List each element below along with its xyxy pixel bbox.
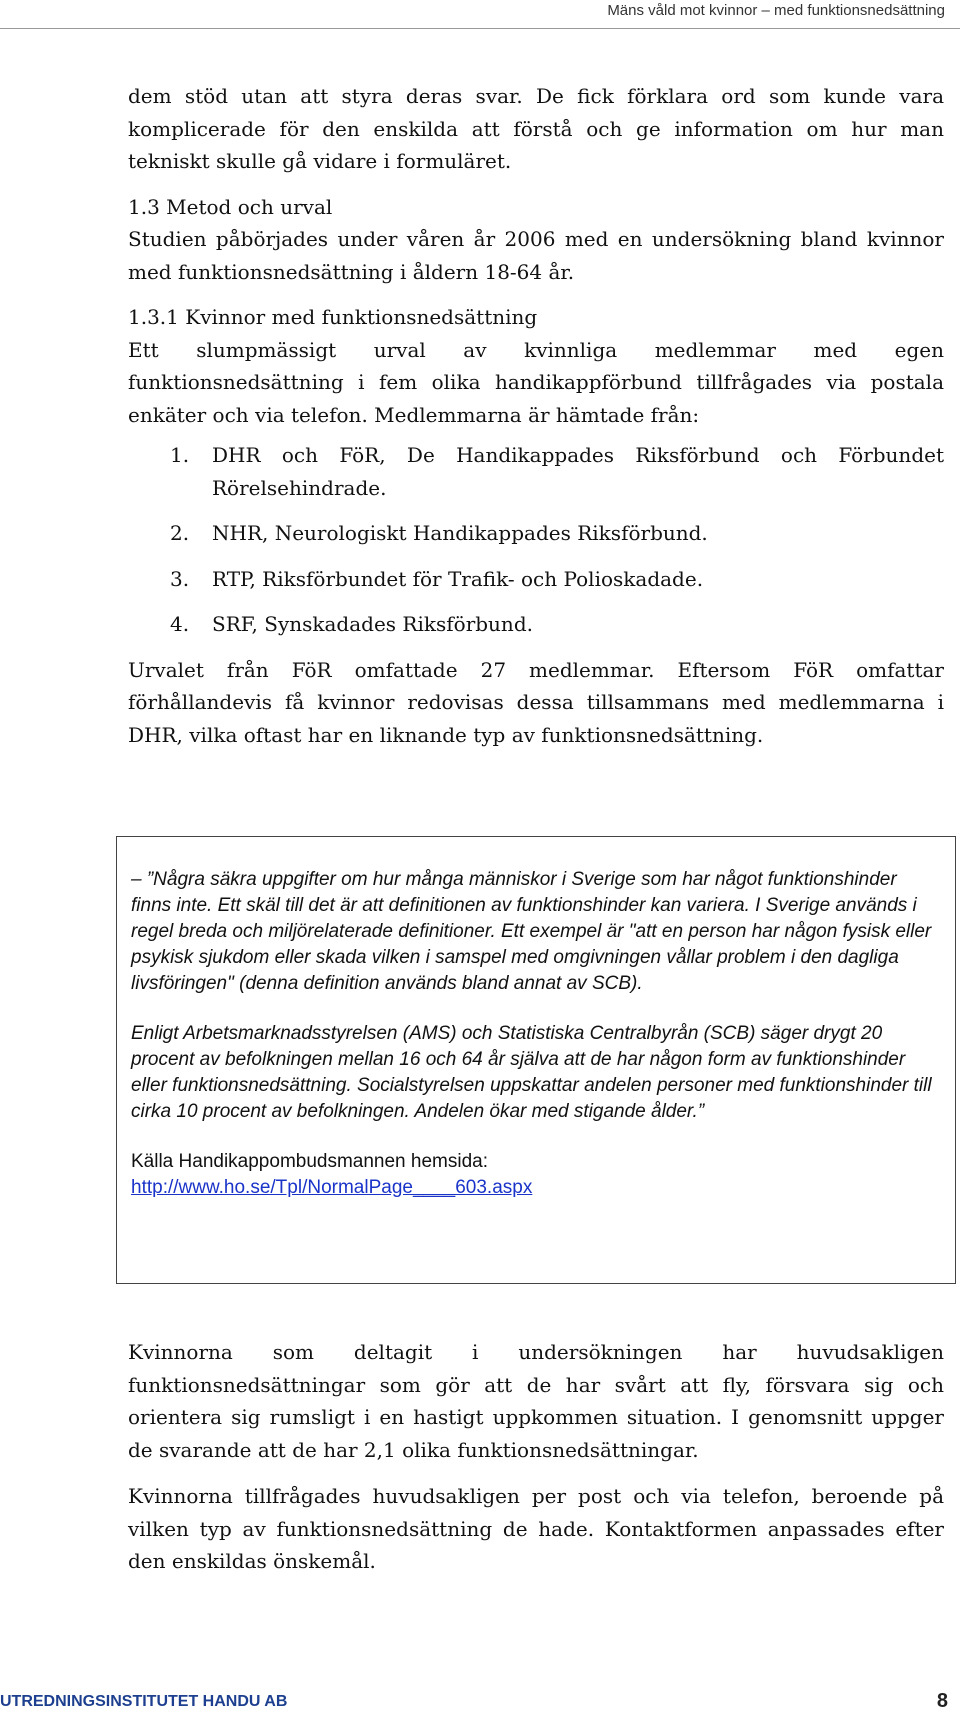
list-item-number: 1. [170, 443, 190, 467]
running-title: Mäns våld mot kvinnor – med funktionsnedsättning [607, 2, 945, 19]
subsection-heading: 1.3.1 Kvinnor med funktionsnedsättning [128, 305, 538, 329]
main-content [128, 80, 944, 751]
list-item [128, 517, 944, 550]
closing-content [128, 1336, 944, 1592]
section-paragraph: Studien påbörjades under våren år 2006 med en undersökning bland kvinnor med funktionsnedsättning i åldern 18-64 år. [128, 227, 944, 284]
footer-organization: UTREDNINGSINSTITUTET HANDU AB [0, 1693, 288, 1710]
list-item [128, 608, 944, 641]
list-item-text: SRF, Synskadades Riksförbund. [212, 612, 533, 636]
list-item-number: 3. [170, 566, 190, 591]
respondents-paragraph: Kvinnorna som deltagit i undersökningen har huvudsakligen funktionsnedsättningar som gör att de har svårt att fly, försvara sig och orientera sig rumsligt i en hastigt uppkommen situation. I genomsnitt uppger de svarande att de har 2,1 olika funktionsnedsättningar. [128, 1340, 944, 1462]
list-item [128, 439, 944, 504]
member-organizations-list [128, 439, 944, 641]
list-item-text: DHR och FöR, De Handikappades Riksförbund och Förbundet Rörelsehindrade. [212, 443, 944, 500]
list-item-number: 2. [170, 521, 190, 545]
header-divider [0, 28, 960, 29]
fact-box-paragraph: Enligt Arbetsmarknadsstyrelsen (AMS) och Statistiska Centralbyrån (SCB) säger drygt 20 procent av befolkningen mellan 16 och 64 år själva att de har någon form av funktionshinder eller funktionsnedsättning. Socialstyrelsen uppskattar andelen personer med funktionshinder till cirka 10 procent av befolkningen. Andelen ökar med stigande ålder.” [131, 1023, 932, 1122]
continuation-paragraph: dem stöd utan att styra deras svar. De fick förklara ord som kunde vara komplicerade för den enskilda att förstå och ge information om hur man tekniskt skulle gå vidare i formuläret. [128, 84, 944, 173]
list-item-text: NHR, Neurologiskt Handikappades Riksförbund. [212, 521, 708, 545]
section-heading: 1.3 Metod och urval [128, 194, 333, 219]
list-item-number: 4. [170, 612, 190, 636]
page-number: 8 [936, 1690, 948, 1712]
contact-method-paragraph: Kvinnorna tillfrågades huvudsakligen per post och via telefon, beroende på vilken typ av funktionsnedsättning de hade. Kontaktformen anpassades efter den enskildas önskemål. [128, 1484, 944, 1573]
source-link[interactable]: http://www.ho.se/Tpl/NormalPage____603.aspx [131, 1177, 533, 1198]
selection-note-paragraph: Urvalet från FöR omfattade 27 medlemmar. Eftersom FöR omfattar förhållandevis få kvinnor redovisas dessa tillsammans med medlemmarna i DHR, vilka oftast har en liknande typ av funktionsnedsättning. [128, 657, 944, 747]
source-label: Källa Handikappombudsmannen hemsida: [131, 1151, 489, 1172]
list-item [128, 563, 944, 596]
subsection-intro: Ett slumpmässigt urval av kvinnliga medlemmar med egen funktionsnedsättning i fem olika handikappförbund tillfrågades via postala enkäter och via telefon. Medlemmarna är hämtade från: [128, 337, 944, 427]
list-item-text: RTP, Riksförbundet för Trafik- och Polioskadade. [212, 566, 704, 591]
fact-box-paragraph: – ”Några säkra uppgifter om hur många människor i Sverige som har något funktionshinder finns inte. Ett skäl till det är att definitionen av funktionshinder kan variera. I Sverige används i regel breda och miljörelaterade definitioner. Ett exempel är "att en person har någon fysisk eller psykisk sjukdom eller skada vilken i samspel med omgivningen vållar problem i den dagliga livsföringen" (denna definition används bland annat av SCB). [131, 869, 932, 994]
fact-box [116, 836, 956, 1284]
